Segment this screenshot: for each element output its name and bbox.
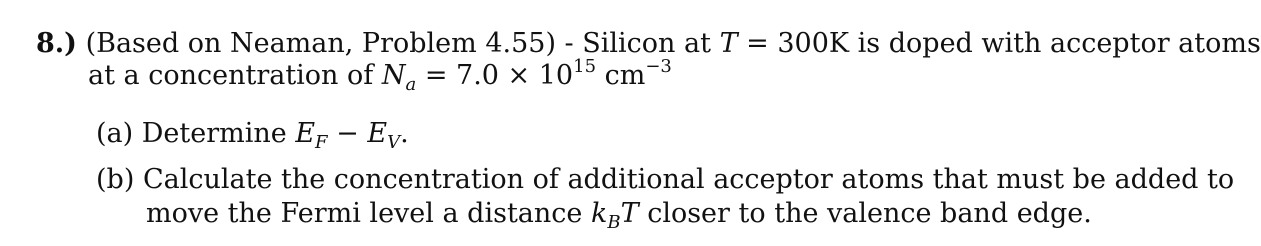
problem-intro-end: is doped with acceptor atoms bbox=[849, 28, 1261, 59]
problem-number: 8.) bbox=[36, 28, 77, 59]
part-b-text-2: move the Fermi level a distance bbox=[146, 198, 591, 229]
problem-intro-text: (Based on Neaman, Problem 4.55) - Silicon at bbox=[85, 28, 720, 59]
concentration-unit: cm bbox=[596, 60, 646, 91]
ef-subscript: F bbox=[315, 132, 328, 153]
ev-symbol: E bbox=[367, 118, 388, 149]
temperature-symbol: T bbox=[719, 28, 738, 59]
kbt-t-symbol: T bbox=[620, 198, 639, 229]
ev-subscript: V bbox=[387, 132, 401, 153]
kb-subscript: B bbox=[607, 212, 621, 233]
part-a-text: Determine bbox=[141, 118, 296, 149]
minus-sign: − bbox=[327, 118, 368, 149]
unit-exponent: −3 bbox=[645, 56, 672, 77]
ef-symbol: E bbox=[295, 118, 316, 149]
part-b-line-1 bbox=[96, 164, 1234, 196]
concentration-text: at a concentration of bbox=[88, 60, 382, 91]
part-a-end: . bbox=[400, 118, 409, 149]
part-b-text-end: closer to the valence band edge. bbox=[638, 198, 1092, 229]
part-a-label: (a) bbox=[96, 118, 134, 149]
part-a bbox=[96, 118, 409, 153]
temperature-value: 300K bbox=[777, 28, 850, 59]
part-b-label: (b) bbox=[96, 164, 135, 195]
part-b-text-1: Calculate the concentration of additional acceptor atoms that must be added to bbox=[142, 164, 1235, 195]
equals-sign-2: = bbox=[416, 60, 457, 91]
problem-line-2 bbox=[88, 56, 672, 95]
na-subscript: a bbox=[405, 74, 417, 95]
part-b-line-2 bbox=[146, 198, 1092, 233]
concentration-exponent: 15 bbox=[573, 56, 597, 77]
na-symbol: N bbox=[381, 60, 406, 91]
equals-sign: = bbox=[737, 28, 778, 59]
kb-symbol: k bbox=[590, 198, 608, 229]
concentration-mantissa: 7.0 × 10 bbox=[456, 60, 574, 91]
